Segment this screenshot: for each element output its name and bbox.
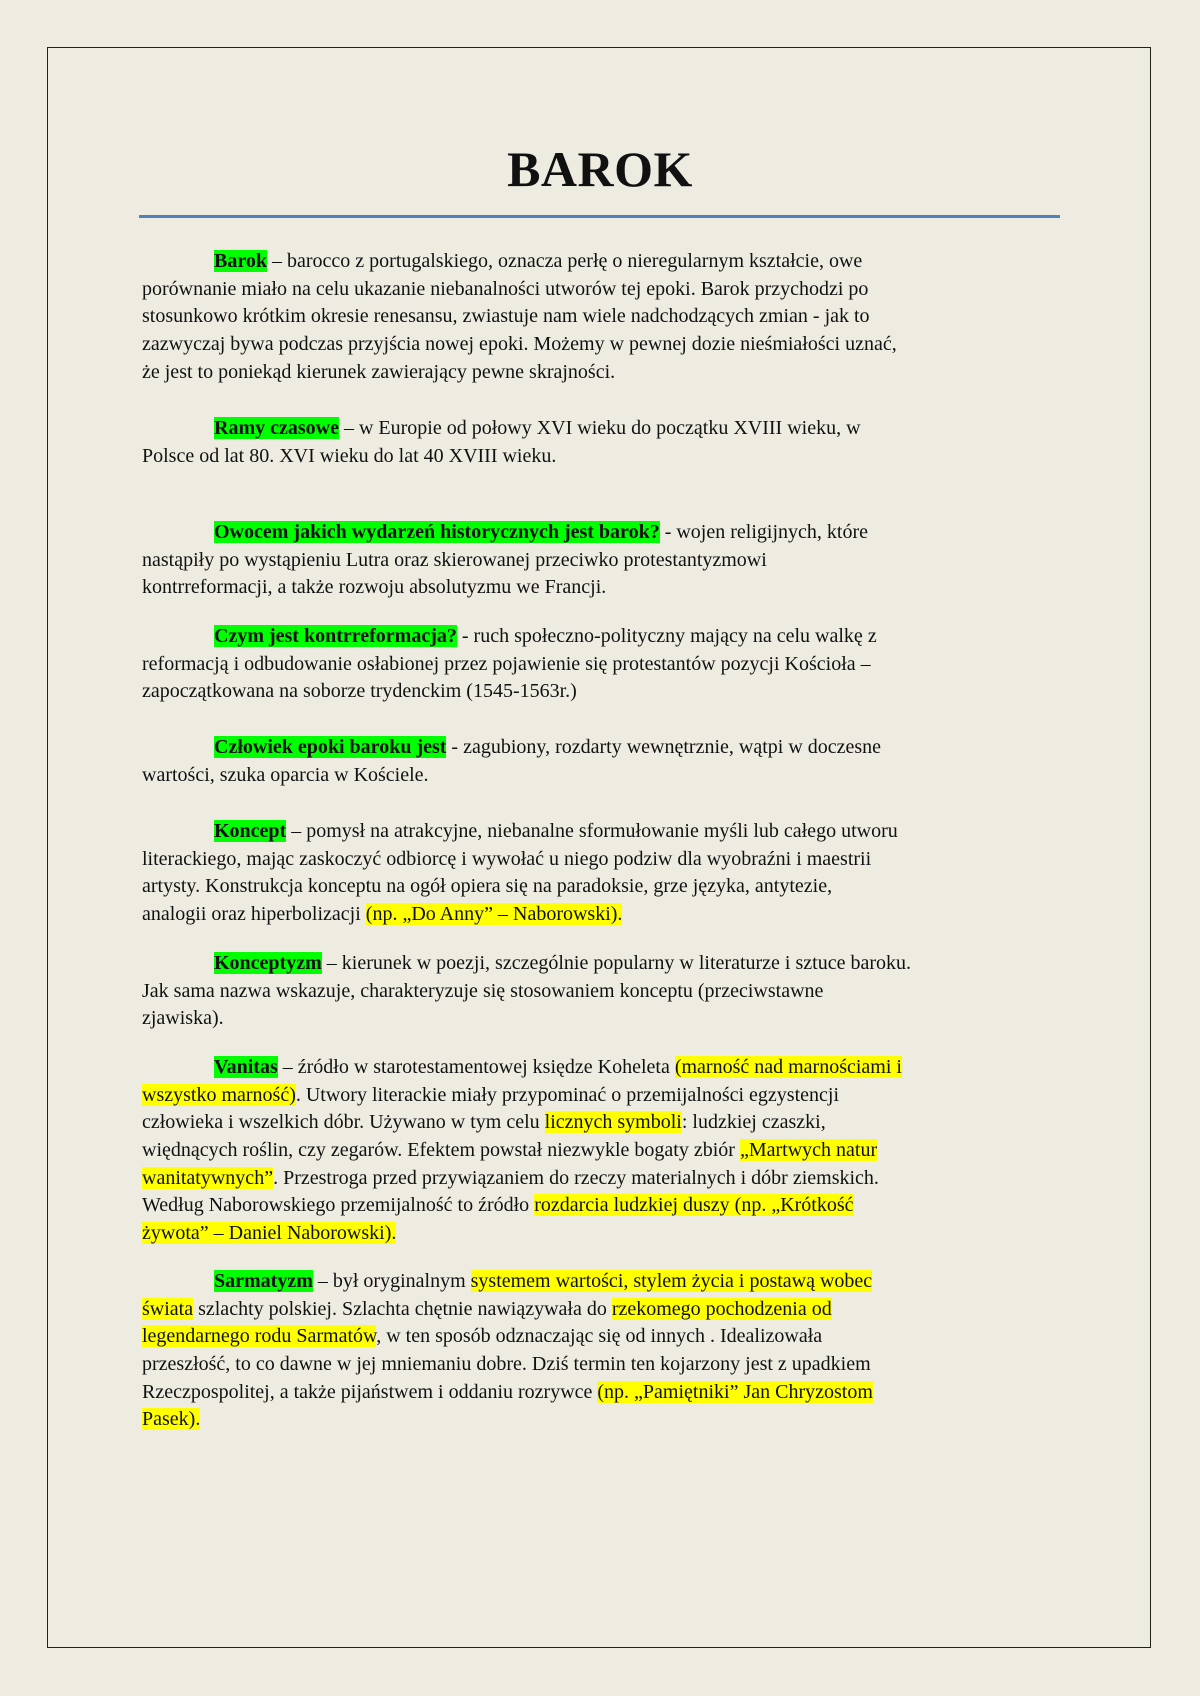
- text-segment: Rzeczpospolitej, a także pijaństwem i oddaniu rozrywce: [142, 1380, 598, 1403]
- note-highlight: świata: [142, 1297, 194, 1320]
- text-segment: reformacją i odbudowanie osłabionej przez pojawienie się protestantów pozycji Kościoła –: [142, 652, 871, 675]
- text-line: [142, 443, 1062, 471]
- text-line: [142, 276, 1062, 304]
- title-underline: [139, 215, 1060, 218]
- note-highlight: systemem wartości, stylem życia i postawą wobec: [470, 1270, 873, 1292]
- paragraph-czlowiek: [142, 734, 1062, 789]
- note-highlight: licznych symboli: [544, 1111, 682, 1134]
- note-highlight: żywota” – Daniel Naborowski).: [142, 1222, 397, 1245]
- text-line: [142, 1220, 1062, 1248]
- text-segment: zazwyczaj bywa podczas przyjścia nowej epoki. Możemy w pewnej dozie nieśmiałości uznać,: [142, 333, 897, 356]
- text-segment: – w Europie od połowy XVI wieku do początku XVIII wieku, w: [338, 417, 861, 439]
- text-segment: nastąpiły po wystąpieniu Lutra oraz skierowanej przeciwko protestantyzmowi: [142, 548, 767, 571]
- text-line: [142, 1082, 1062, 1110]
- document-title: BAROK: [507, 141, 693, 197]
- text-line: [142, 818, 1062, 846]
- text-segment: Jak sama nazwa wskazuje, charakteryzuje się stosowaniem konceptu (przeciwstawne: [142, 979, 824, 1002]
- paragraph-sarmatyzm: [142, 1268, 1062, 1434]
- text-line: [142, 901, 1062, 929]
- text-segment: – źródło w starotestamentowej księdze Koheleta: [277, 1056, 675, 1078]
- text-line: [142, 1005, 1062, 1033]
- term-highlight: Owocem jakich wydarzeń historycznych jest barok?: [214, 521, 660, 543]
- text-line: [142, 978, 1062, 1006]
- paragraph-konceptyzm: [142, 950, 1062, 1033]
- text-segment: artysty. Konstrukcja konceptu na ogół opiera się na paradoksie, grze języka, antytezie,: [142, 875, 833, 898]
- text-line: [142, 1192, 1062, 1220]
- term-highlight: Vanitas: [214, 1056, 278, 1078]
- paragraph-ramy-czasowe: [142, 415, 1062, 470]
- text-line: [142, 734, 1062, 762]
- text-line: [142, 950, 1062, 978]
- note-highlight: rzekomego pochodzenia od: [611, 1297, 832, 1320]
- text-segment: analogii oraz hiperbolizacji: [142, 903, 366, 926]
- text-segment: . Utwory literackie miały przypominać o przemijalności egzystencji: [295, 1083, 840, 1106]
- text-line: [142, 359, 1062, 387]
- text-segment: porównanie miało na celu ukazanie niebanalności utworów tej epoki. Barok przychodzi po: [142, 277, 869, 300]
- text-line: [142, 1379, 1062, 1407]
- paragraph-koncept: [142, 818, 1062, 929]
- text-segment: - ruch społeczno-polityczny mający na celu walkę z: [456, 625, 877, 647]
- text-line: [142, 1109, 1062, 1137]
- note-highlight: wszystko marność): [142, 1083, 296, 1106]
- paragraph-vanitas: [142, 1054, 1062, 1248]
- note-highlight: rozdarcia ludzkiej duszy (np. „Krótkość: [534, 1194, 854, 1217]
- text-segment: wartości, szuka oparcia w Kościele.: [142, 763, 429, 786]
- text-segment: . Przestroga przed przywiązaniem do rzeczy materialnych i dóbr ziemskich.: [273, 1166, 879, 1189]
- text-line: [142, 1296, 1062, 1324]
- text-segment: stosunkowo krótkim okresie renesansu, zwiastuje nam wiele nadchodzących zmian - jak to: [142, 305, 870, 328]
- term-highlight: Czym jest kontrreformacja?: [214, 625, 457, 647]
- paragraph-barok: [142, 248, 1062, 386]
- note-highlight: „Martwych natur: [739, 1139, 878, 1162]
- term-highlight: Człowiek epoki baroku jest: [214, 736, 447, 758]
- text-line: [142, 248, 1062, 276]
- text-segment: Polsce od lat 80. XVI wieku do lat 40 XVIII wieku.: [142, 444, 557, 467]
- text-segment: Według Naborowskiego przemijalność to źródło: [142, 1194, 535, 1217]
- text-line: [142, 1323, 1062, 1351]
- text-line: [142, 1054, 1062, 1082]
- note-highlight: legendarnego rodu Sarmatów: [142, 1325, 377, 1348]
- text-segment: literackiego, mając zaskoczyć odbiorcę i wywołać u niego podziw dla wyobraźni i maestrii: [142, 847, 872, 870]
- text-line: [142, 651, 1062, 679]
- term-highlight: Barok: [214, 250, 267, 272]
- text-segment: więdnących roślin, czy zegarów. Efektem powstał niezwykle bogaty zbiór: [142, 1139, 740, 1162]
- text-segment: człowieka i wszelkich dóbr. Używano w tym celu: [142, 1111, 545, 1134]
- term-highlight: Sarmatyzm: [214, 1270, 313, 1292]
- text-line: [142, 678, 1062, 706]
- text-line: [142, 303, 1062, 331]
- paragraph-owocem: [142, 519, 1062, 602]
- text-line: [142, 873, 1062, 901]
- note-highlight: (marność nad marnościami i: [674, 1056, 902, 1078]
- text-segment: - wojen religijnych, które: [659, 521, 868, 543]
- text-line: [142, 1351, 1062, 1379]
- text-line: [142, 1406, 1062, 1434]
- term-highlight: Ramy czasowe: [214, 417, 339, 439]
- text-segment: – pomysł na atrakcyjne, niebanalne sformułowanie myśli lub całego utworu: [286, 820, 898, 842]
- text-segment: szlachty polskiej. Szlachta chętnie nawiązywała do: [193, 1297, 612, 1320]
- text-line: [142, 762, 1062, 790]
- text-segment: – barocco z portugalskiego, oznacza perłę o nieregularnym kształcie, owe: [266, 250, 863, 272]
- text-segment: : ludzkiej czaszki,: [681, 1111, 826, 1134]
- text-line: [142, 1268, 1062, 1296]
- text-segment: – był oryginalnym: [312, 1270, 471, 1292]
- term-highlight: Koncept: [214, 820, 287, 842]
- text-segment: – kierunek w poezji, szczególnie popularny w literaturze i sztuce baroku.: [321, 952, 911, 974]
- paragraph-kontrreformacja: [142, 623, 1062, 706]
- note-highlight: (np. „Do Anny” – Naborowski).: [365, 903, 623, 926]
- text-segment: że jest to poniekąd kierunek zawierający pewne skrajności.: [142, 360, 616, 383]
- note-highlight: (np. „Pamiętniki” Jan Chryzostom: [597, 1380, 873, 1403]
- text-segment: , w ten sposób odznaczając się od innych . Idealizowała: [376, 1325, 823, 1348]
- text-segment: zjawiska).: [142, 1007, 224, 1030]
- text-segment: kontrreformacji, a także rozwoju absolutyzmu we Francji.: [142, 576, 607, 599]
- text-line: [142, 415, 1062, 443]
- text-segment: przeszłość, to co dawne w jej mniemaniu dobre. Dziś termin ten kojarzony jest z upadkiem: [142, 1353, 871, 1376]
- text-line: [142, 623, 1062, 651]
- text-line: [142, 331, 1062, 359]
- note-highlight: wanitatywnych”: [142, 1166, 274, 1189]
- text-line: [142, 846, 1062, 874]
- text-line: [142, 519, 1062, 547]
- text-line: [142, 1137, 1062, 1165]
- term-highlight: Konceptyzm: [214, 952, 322, 974]
- text-line: [142, 547, 1062, 575]
- note-highlight: Pasek).: [142, 1408, 201, 1431]
- text-segment: - zagubiony, rozdarty wewnętrznie, wątpi w doczesne: [446, 736, 882, 758]
- text-line: [142, 574, 1062, 602]
- text-segment: zapoczątkowana na soborze trydenckim (1545-1563r.): [142, 680, 577, 703]
- text-line: [142, 1165, 1062, 1193]
